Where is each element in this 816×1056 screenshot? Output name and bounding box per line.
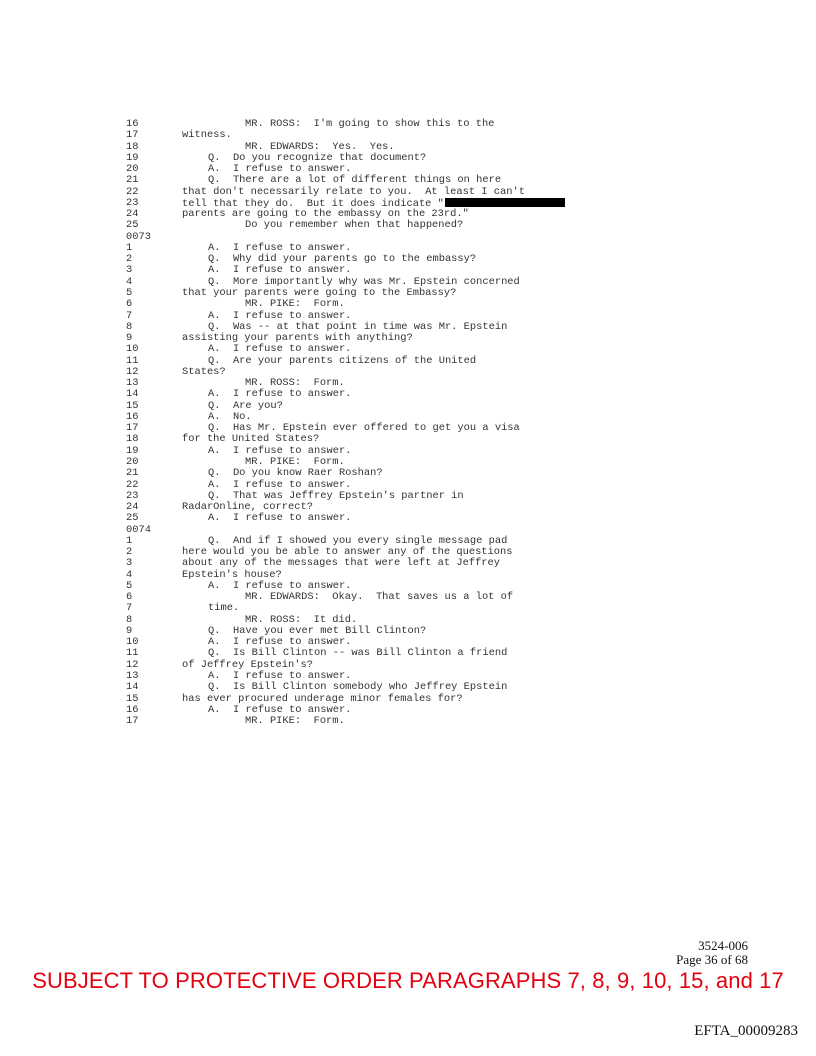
transcript-line bbox=[126, 187, 726, 198]
line-number: 18 bbox=[126, 140, 139, 153]
line-number: 5 bbox=[126, 579, 133, 592]
transcript-line bbox=[126, 130, 726, 141]
line-number: 1 bbox=[126, 241, 133, 254]
line-number: 14 bbox=[126, 681, 139, 694]
line-text bbox=[245, 119, 494, 130]
line-number: 6 bbox=[126, 591, 133, 604]
line-text-content: A. I refuse to answer. bbox=[208, 579, 352, 592]
line-number: 11 bbox=[126, 647, 139, 660]
line-text-content: A. I refuse to answer. bbox=[208, 636, 352, 649]
line-text-content: States? bbox=[182, 365, 226, 378]
line-text-content: A. I refuse to answer. bbox=[208, 264, 352, 277]
line-text-content: MR. EDWARDS: Okay. That saves us a lot of bbox=[245, 591, 514, 604]
line-text-content: A. I refuse to answer. bbox=[208, 512, 352, 525]
line-text-content: Q. Has Mr. Epstein ever offered to get you a visa bbox=[208, 422, 520, 435]
line-number: 12 bbox=[126, 365, 139, 378]
line-number: 22 bbox=[126, 185, 139, 198]
line-text-content: Q. There are a lot of different things on here bbox=[208, 174, 502, 187]
line-number: 16 bbox=[126, 703, 139, 716]
line-number: 14 bbox=[126, 388, 139, 401]
line-text bbox=[208, 603, 239, 614]
line-number: 13 bbox=[126, 670, 139, 683]
line-text-content: A. I refuse to answer. bbox=[208, 163, 352, 176]
line-text bbox=[182, 130, 232, 141]
line-number: 24 bbox=[126, 501, 139, 514]
line-number: 3 bbox=[126, 557, 133, 570]
page-marker: 0073 bbox=[126, 230, 151, 243]
line-number: 10 bbox=[126, 343, 139, 356]
line-text-content: MR. PIKE: Form. bbox=[245, 298, 345, 311]
line-number: 7 bbox=[126, 309, 133, 322]
line-number: 8 bbox=[126, 613, 133, 626]
line-number: 12 bbox=[126, 658, 139, 671]
line-text-content: witness. bbox=[182, 129, 232, 142]
line-number: 19 bbox=[126, 151, 139, 164]
line-number: 8 bbox=[126, 320, 133, 333]
line-text-content: Q. Was -- at that point in time was Mr. Epstein bbox=[208, 320, 508, 333]
line-text-content: MR. ROSS: Form. bbox=[245, 377, 345, 390]
line-text-content: MR. ROSS: It did. bbox=[245, 613, 358, 626]
line-text-content: A. No. bbox=[208, 410, 252, 423]
page-marker: 0074 bbox=[126, 523, 151, 536]
line-number: 2 bbox=[126, 253, 133, 266]
line-number: 15 bbox=[126, 399, 139, 412]
line-text-content: A. I refuse to answer. bbox=[208, 478, 352, 491]
line-number: 21 bbox=[126, 174, 139, 187]
line-number: 19 bbox=[126, 444, 139, 457]
line-number: 4 bbox=[126, 275, 133, 288]
line-text-content: Q. Have you ever met Bill Clinton? bbox=[208, 624, 427, 637]
line-text bbox=[245, 592, 513, 603]
line-text-content: MR. PIKE: Form. bbox=[245, 715, 345, 728]
line-number: 20 bbox=[126, 163, 139, 176]
line-text-content: parents are going to the embassy on the 23rd." bbox=[182, 208, 469, 221]
line-text bbox=[208, 356, 476, 367]
transcript-line bbox=[126, 603, 726, 614]
line-text bbox=[182, 187, 525, 198]
line-text-content: Q. And if I showed you every single message pad bbox=[208, 534, 508, 547]
line-number: 20 bbox=[126, 455, 139, 468]
line-number: 1 bbox=[126, 534, 133, 547]
line-text-content: Do you remember when that happened? bbox=[245, 219, 464, 232]
line-number: 5 bbox=[126, 286, 133, 299]
line-text-content: A. I refuse to answer. bbox=[208, 444, 352, 457]
line-number: 3 bbox=[126, 264, 133, 277]
line-number: 23 bbox=[126, 489, 139, 502]
line-number: 9 bbox=[126, 624, 133, 637]
line-text-content: for the United States? bbox=[182, 433, 320, 446]
line-number: 10 bbox=[126, 636, 139, 649]
line-text-content: A. I refuse to answer. bbox=[208, 388, 352, 401]
transcript-line bbox=[126, 220, 726, 231]
line-text-content: Q. That was Jeffrey Epstein's partner in bbox=[208, 489, 464, 502]
line-text-content: Q. Why did your parents go to the embassy? bbox=[208, 253, 477, 266]
line-text-content: A. I refuse to answer. bbox=[208, 241, 352, 254]
line-text-content: Q. Are you? bbox=[208, 399, 283, 412]
line-text-content: has ever procured underage minor females for? bbox=[182, 692, 463, 705]
line-text-content: Epstein's house? bbox=[182, 568, 282, 581]
line-text-content: about any of the messages that were left at Jeffrey bbox=[182, 557, 501, 570]
line-text-content: Q. Is Bill Clinton somebody who Jeffrey Epstein bbox=[208, 681, 508, 694]
line-number: 9 bbox=[126, 332, 133, 345]
line-text-content: Q. Is Bill Clinton -- was Bill Clinton a friend bbox=[208, 647, 508, 660]
line-text-content: MR. EDWARDS: Yes. Yes. bbox=[245, 140, 395, 153]
page-number: Page 36 of 68 bbox=[676, 952, 748, 967]
line-number: 4 bbox=[126, 568, 133, 581]
line-number: 22 bbox=[126, 478, 139, 491]
line-text-content: RadarOnline, correct? bbox=[182, 501, 313, 514]
line-number: 24 bbox=[126, 208, 139, 221]
transcript-body bbox=[126, 119, 726, 727]
line-number: 17 bbox=[126, 422, 139, 435]
document-number: 3524-006 bbox=[698, 938, 748, 953]
line-text bbox=[208, 513, 351, 524]
line-text bbox=[245, 716, 345, 727]
line-number: 7 bbox=[126, 602, 133, 615]
line-text-content: MR. ROSS: I'm going to show this to the bbox=[245, 118, 495, 130]
line-number: 17 bbox=[126, 129, 139, 142]
line-number: 21 bbox=[126, 467, 139, 480]
line-number: 18 bbox=[126, 433, 139, 446]
transcript-line bbox=[126, 288, 726, 299]
line-text-content: Q. Are your parents citizens of the United bbox=[208, 354, 477, 367]
line-text-content: Q. Do you know Raer Roshan? bbox=[208, 467, 383, 480]
line-number: 16 bbox=[126, 410, 139, 423]
line-number: 25 bbox=[126, 512, 139, 525]
line-number: 2 bbox=[126, 546, 133, 559]
line-text-content: Q. More importantly why was Mr. Epstein concerned bbox=[208, 275, 520, 288]
line-text-content: that don't necessarily relate to you. At least I can't bbox=[182, 185, 525, 198]
protective-order-banner: SUBJECT TO PROTECTIVE ORDER PARAGRAPHS 7, 8, 9, 10, 15, and 17 bbox=[32, 968, 784, 993]
line-text bbox=[245, 220, 463, 231]
transcript-line bbox=[126, 716, 726, 727]
line-number: 15 bbox=[126, 692, 139, 705]
line-text-content: that your parents were going to the Embassy? bbox=[182, 286, 457, 299]
line-text-content: assisting your parents with anything? bbox=[182, 332, 413, 345]
redaction-block bbox=[445, 198, 565, 207]
transcript-line bbox=[126, 705, 726, 716]
line-text-content: Q. Do you recognize that document? bbox=[208, 151, 427, 164]
line-number: 11 bbox=[126, 354, 139, 367]
line-text-content: A. I refuse to answer. bbox=[208, 343, 352, 356]
line-text-content: time. bbox=[208, 602, 240, 615]
line-text-content: A. I refuse to answer. bbox=[208, 670, 352, 683]
line-text bbox=[182, 367, 226, 378]
transcript-line bbox=[126, 513, 726, 524]
line-text-content: A. I refuse to answer. bbox=[208, 309, 352, 322]
line-text-content: tell that they do. But it does indicate " bbox=[182, 197, 444, 210]
bates-number: EFTA_00009283 bbox=[694, 1023, 798, 1039]
line-text-content: here would you be able to answer any of the questions bbox=[182, 546, 513, 559]
page-stamp bbox=[676, 939, 748, 967]
line-number: 25 bbox=[126, 219, 139, 232]
line-text-content: A. I refuse to answer. bbox=[208, 703, 352, 716]
line-number: 13 bbox=[126, 377, 139, 390]
line-number: 17 bbox=[126, 715, 139, 728]
line-text-content: of Jeffrey Epstein's? bbox=[182, 658, 313, 671]
line-number: 23 bbox=[126, 196, 139, 209]
transcript-line bbox=[126, 446, 726, 457]
line-text-content: MR. PIKE: Form. bbox=[245, 455, 345, 468]
transcript-line bbox=[126, 367, 726, 378]
line-number: 6 bbox=[126, 298, 133, 311]
line-number: 16 bbox=[126, 118, 139, 130]
